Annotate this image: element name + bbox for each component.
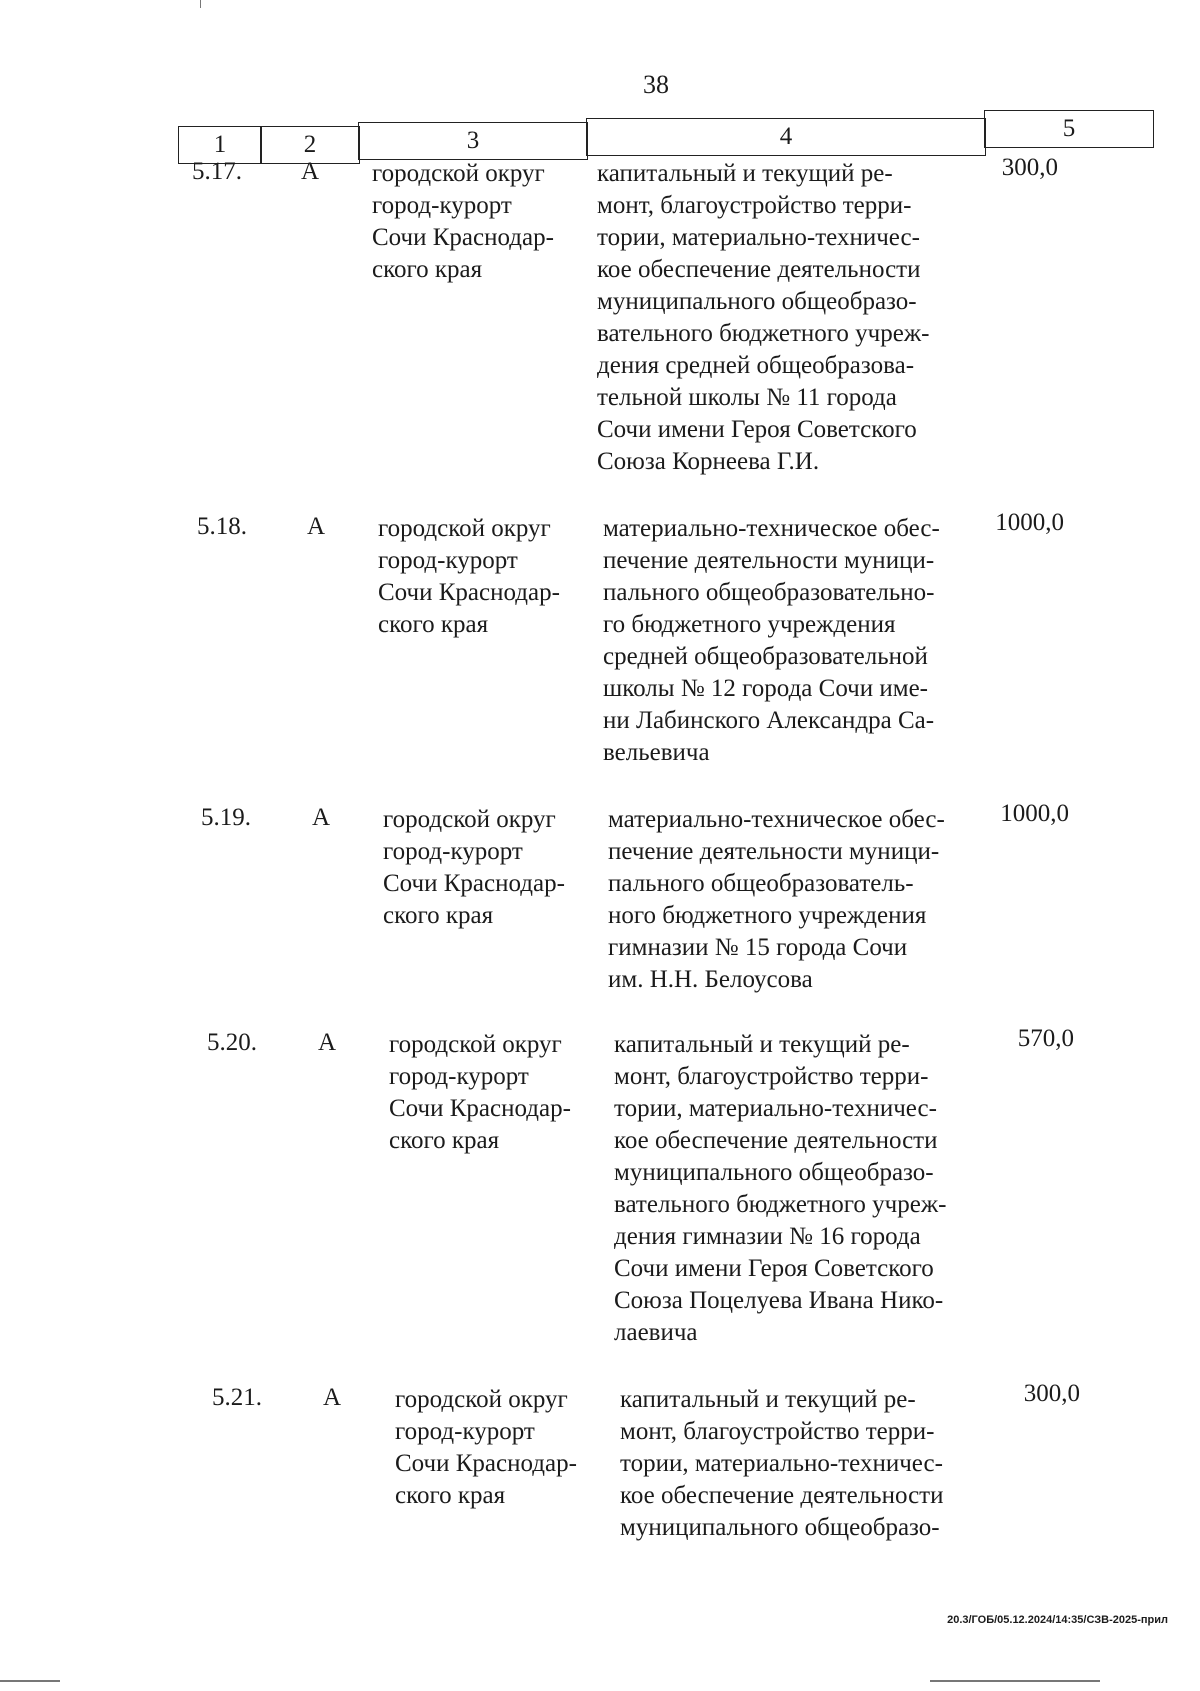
document-code: 20.3/ГОБ/05.12.2024/14:35/СЗВ-2025-прил	[947, 1614, 1168, 1626]
description-line: пального общеобразователь-	[608, 870, 914, 897]
region-line: ского края	[389, 1127, 500, 1154]
description-line: кое обеспечение деятельности	[620, 1482, 944, 1509]
description-line: Сочи имени Героя Советского	[614, 1255, 934, 1282]
row-number: 5.20.	[207, 1029, 257, 1056]
scan-edge-mark	[0, 1680, 60, 1682]
row-region	[389, 1029, 609, 1157]
region-line: городской округ	[395, 1386, 568, 1413]
description-line: тории, материально-техничес-	[597, 224, 920, 251]
row-amount: 1000,0	[1000, 800, 1069, 827]
description-line: вательного бюджетного учреж-	[597, 320, 930, 347]
description-line: дения гимназии № 16 города	[614, 1223, 921, 1250]
header-col-5: 5	[984, 110, 1154, 148]
region-line: Сочи Краснодар-	[372, 224, 554, 251]
region-line: ского края	[395, 1482, 506, 1509]
description-line: лаевича	[614, 1319, 698, 1346]
region-line: ского края	[372, 256, 483, 283]
row-number: 5.21.	[212, 1384, 262, 1411]
region-line: город-курорт	[383, 838, 523, 865]
region-line: городской округ	[389, 1031, 562, 1058]
description-line: кое обеспечение деятельности	[597, 256, 921, 283]
row-number: 5.18.	[197, 513, 247, 540]
region-line: город-курорт	[372, 192, 512, 219]
description-line: монт, благоустройство терри-	[597, 192, 912, 219]
row-amount: 300,0	[1001, 154, 1058, 181]
description-line: материально-техническое обес-	[608, 806, 945, 833]
row-number: 5.17.	[192, 158, 242, 185]
row-description	[608, 804, 986, 996]
description-line: Сочи имени Героя Советского	[597, 416, 917, 443]
region-line: город-курорт	[395, 1418, 535, 1445]
scan-edge-mark	[200, 0, 201, 8]
table-header	[178, 110, 1156, 158]
description-line: капитальный и текущий ре-	[614, 1031, 910, 1058]
header-col-3: 3	[358, 122, 588, 160]
description-line: им. Н.Н. Белоусова	[608, 966, 813, 993]
region-line: ского края	[383, 902, 494, 929]
description-line: средней общеобразовательной	[603, 643, 928, 670]
description-line: муниципального общеобразо-	[614, 1159, 934, 1186]
description-line: го бюджетного учреждения	[603, 611, 896, 638]
description-line: печение деятельности муници-	[608, 838, 940, 865]
description-line: Союза Корнеева Г.И.	[597, 448, 820, 475]
page-number: 38	[643, 70, 669, 99]
row-number: 5.19.	[201, 804, 251, 831]
region-line: Сочи Краснодар-	[378, 579, 560, 606]
description-line: Союза Поцелуева Ивана Нико-	[614, 1287, 944, 1314]
row-amount: 300,0	[1023, 1380, 1080, 1407]
description-line: муниципального общеобразо-	[620, 1514, 940, 1541]
description-line: пального общеобразовательно-	[603, 579, 935, 606]
row-description	[620, 1384, 998, 1544]
description-line: ного бюджетного учреждения	[608, 902, 927, 929]
description-line: тории, материально-техничес-	[620, 1450, 943, 1477]
description-line: материально-техническое обес-	[603, 515, 940, 542]
row-region	[383, 804, 603, 932]
description-line: вательного бюджетного учреж-	[614, 1191, 947, 1218]
header-col-1: 1	[178, 126, 262, 164]
row-amount: 570,0	[1017, 1025, 1074, 1052]
description-line: тории, материально-техничес-	[614, 1095, 937, 1122]
description-line: вельевича	[603, 739, 710, 766]
row-category: А	[312, 804, 331, 831]
row-category: А	[301, 158, 320, 185]
region-line: городской округ	[372, 160, 545, 187]
description-line: школы № 12 города Сочи име-	[603, 675, 928, 702]
description-line: муниципального общеобразо-	[597, 288, 917, 315]
region-line: город-курорт	[378, 547, 518, 574]
description-line: монт, благоустройство терри-	[614, 1063, 929, 1090]
region-line: городской округ	[383, 806, 556, 833]
description-line: кое обеспечение деятельности	[614, 1127, 938, 1154]
row-region	[378, 513, 598, 641]
region-line: городской округ	[378, 515, 551, 542]
region-line: Сочи Краснодар-	[389, 1095, 571, 1122]
row-region	[372, 158, 592, 286]
row-description	[614, 1029, 992, 1349]
row-category: А	[318, 1029, 337, 1056]
description-line: монт, благоустройство терри-	[620, 1418, 935, 1445]
region-line: Сочи Краснодар-	[383, 870, 565, 897]
header-col-4: 4	[586, 118, 986, 156]
description-line: ни Лабинского Александра Са-	[603, 707, 935, 734]
row-region	[395, 1384, 615, 1512]
region-line: город-курорт	[389, 1063, 529, 1090]
row-description	[597, 158, 975, 478]
region-line: ского края	[378, 611, 489, 638]
region-line: Сочи Краснодар-	[395, 1450, 577, 1477]
description-line: тельной школы № 11 города	[597, 384, 897, 411]
row-category: А	[323, 1384, 342, 1411]
scan-edge-mark	[930, 1680, 1100, 1682]
description-line: дения средней общеобразова-	[597, 352, 915, 379]
row-description	[603, 513, 981, 769]
row-amount: 1000,0	[995, 509, 1064, 536]
description-line: капитальный и текущий ре-	[620, 1386, 916, 1413]
row-category: А	[307, 513, 326, 540]
description-line: капитальный и текущий ре-	[597, 160, 893, 187]
header-col-2: 2	[260, 126, 360, 164]
description-line: печение деятельности муници-	[603, 547, 935, 574]
description-line: гимназии № 15 города Сочи	[608, 934, 908, 961]
